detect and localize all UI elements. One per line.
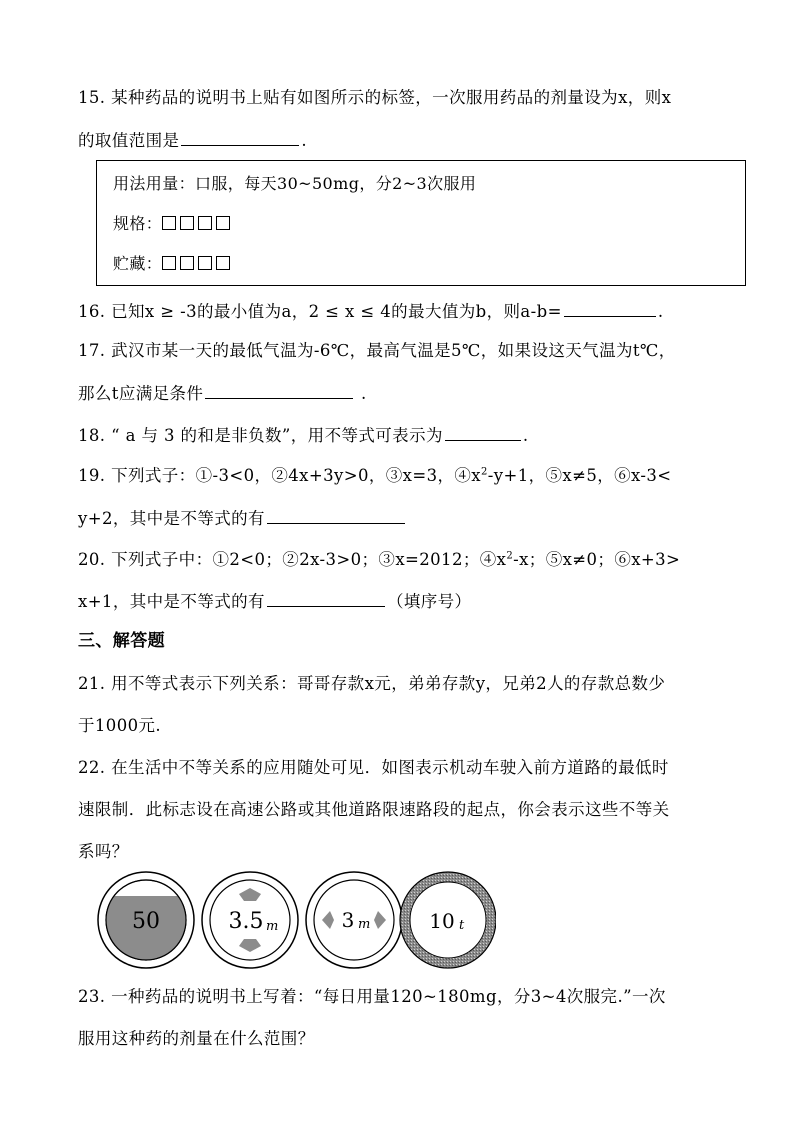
weight-unit: t xyxy=(459,918,465,933)
square-icon xyxy=(216,256,230,270)
q22-line3: 系吗？ xyxy=(78,842,129,861)
label-spec-text: 规格： xyxy=(113,214,163,233)
q20-line1 xyxy=(78,549,680,571)
q19-line1-b: -y+1，⑤x≠5，⑥x-3< xyxy=(487,466,672,485)
speed-value: 50 xyxy=(132,909,160,934)
q19-line2 xyxy=(78,507,407,530)
q23-line1: 23. 一种药品的说明书上写着：“每日用量120~180mg，分3~4次服完.”一次 xyxy=(78,987,666,1006)
weight-limit-sign xyxy=(400,872,496,968)
square-icon xyxy=(180,256,194,270)
q17-line2-end: . xyxy=(355,384,367,403)
q22-line2: 速限制．此标志设在高速公路或其他道路限速路段的起点，你会表示这些不等关 xyxy=(78,800,670,819)
q20-line1-b: -x；⑤x≠0；⑥x+3> xyxy=(513,550,681,569)
q20-exponent: 2 xyxy=(506,550,514,562)
weight-value: 10 xyxy=(429,909,455,933)
label-spec xyxy=(113,213,234,235)
medicine-label-box xyxy=(96,160,746,286)
q18-line xyxy=(78,424,529,447)
q20-line2 xyxy=(78,590,471,613)
q15-answer-blank[interactable] xyxy=(181,129,299,146)
label-usage: 用法用量：口服，每天30~50mg，分2~3次服用 xyxy=(113,174,477,193)
q19-line1-a: 19. 下列式子：①-3<0，②4x+3y>0，③x=3，④x xyxy=(78,466,481,485)
q16-end: . xyxy=(657,302,664,321)
q17-line2 xyxy=(78,382,367,405)
q20-line2-end: （填序号） xyxy=(386,592,472,611)
traffic-signs xyxy=(96,868,496,974)
width-value: 3 xyxy=(341,908,355,932)
width-unit: m xyxy=(358,917,371,932)
height-value: 3.5 xyxy=(228,909,264,934)
q20-line2-text: x+1，其中是不等式的有 xyxy=(78,592,265,611)
q15-line2-end: . xyxy=(301,131,308,150)
q21-line2: 于1000元. xyxy=(78,716,162,735)
speed-limit-sign xyxy=(98,872,194,968)
traffic-signs-svg xyxy=(96,868,496,974)
q22-line1: 22. 在生活中不等关系的应用随处可见．如图表示机动车驶入前方道路的最低时 xyxy=(78,758,669,777)
square-icon xyxy=(162,256,176,270)
width-limit-sign xyxy=(306,872,402,968)
square-icon xyxy=(162,216,176,230)
q19-answer-blank[interactable] xyxy=(267,507,405,524)
q15-line2 xyxy=(78,129,307,152)
q16-answer-blank[interactable] xyxy=(564,300,656,317)
q16-text: 16. 已知x ≥ -3的最小值为a，2 ≤ x ≤ 4的最大值为b，则a-b= xyxy=(78,302,562,321)
label-storage xyxy=(113,253,234,275)
q17-line2-text: 那么t应满足条件 xyxy=(78,384,204,403)
q20-line1-a: 20. 下列式子中：①2<0；②2x-3>0；③x=2012；④x xyxy=(78,550,507,569)
q23-line2: 服用这种药的剂量在什么范围？ xyxy=(78,1029,315,1048)
q21-line1: 21. 用不等式表示下列关系：哥哥存款x元，弟弟存款y，兄弟2人的存款总数少 xyxy=(78,674,666,693)
height-limit-sign xyxy=(202,872,298,968)
q15-line2-text: 的取值范围是 xyxy=(78,131,180,150)
square-icon xyxy=(216,216,230,230)
q16-line xyxy=(78,300,663,323)
q17-line1: 17. 武汉市某一天的最低气温为-6℃，最高气温是5℃，如果设这天气温为t℃， xyxy=(78,341,676,360)
q18-end: . xyxy=(522,426,529,445)
q20-answer-blank[interactable] xyxy=(267,590,385,607)
square-icon xyxy=(198,256,212,270)
q18-text: 18. “ a 与 3 的和是非负数”，用不等式可表示为 xyxy=(78,426,443,445)
q18-answer-blank[interactable] xyxy=(445,424,521,441)
q15-line1: 15. 某种药品的说明书上贴有如图所示的标签，一次服用药品的剂量设为x，则x xyxy=(78,88,672,107)
section-heading: 三、解答题 xyxy=(78,631,165,651)
q19-line2-text: y+2，其中是不等式的有 xyxy=(78,509,265,528)
q19-line1 xyxy=(78,465,672,487)
q17-answer-blank[interactable] xyxy=(205,382,353,399)
q19-exponent: 2 xyxy=(481,466,488,478)
height-unit: m xyxy=(266,919,279,934)
label-storage-text: 贮藏： xyxy=(113,254,163,273)
square-icon xyxy=(180,216,194,230)
square-icon xyxy=(198,216,212,230)
